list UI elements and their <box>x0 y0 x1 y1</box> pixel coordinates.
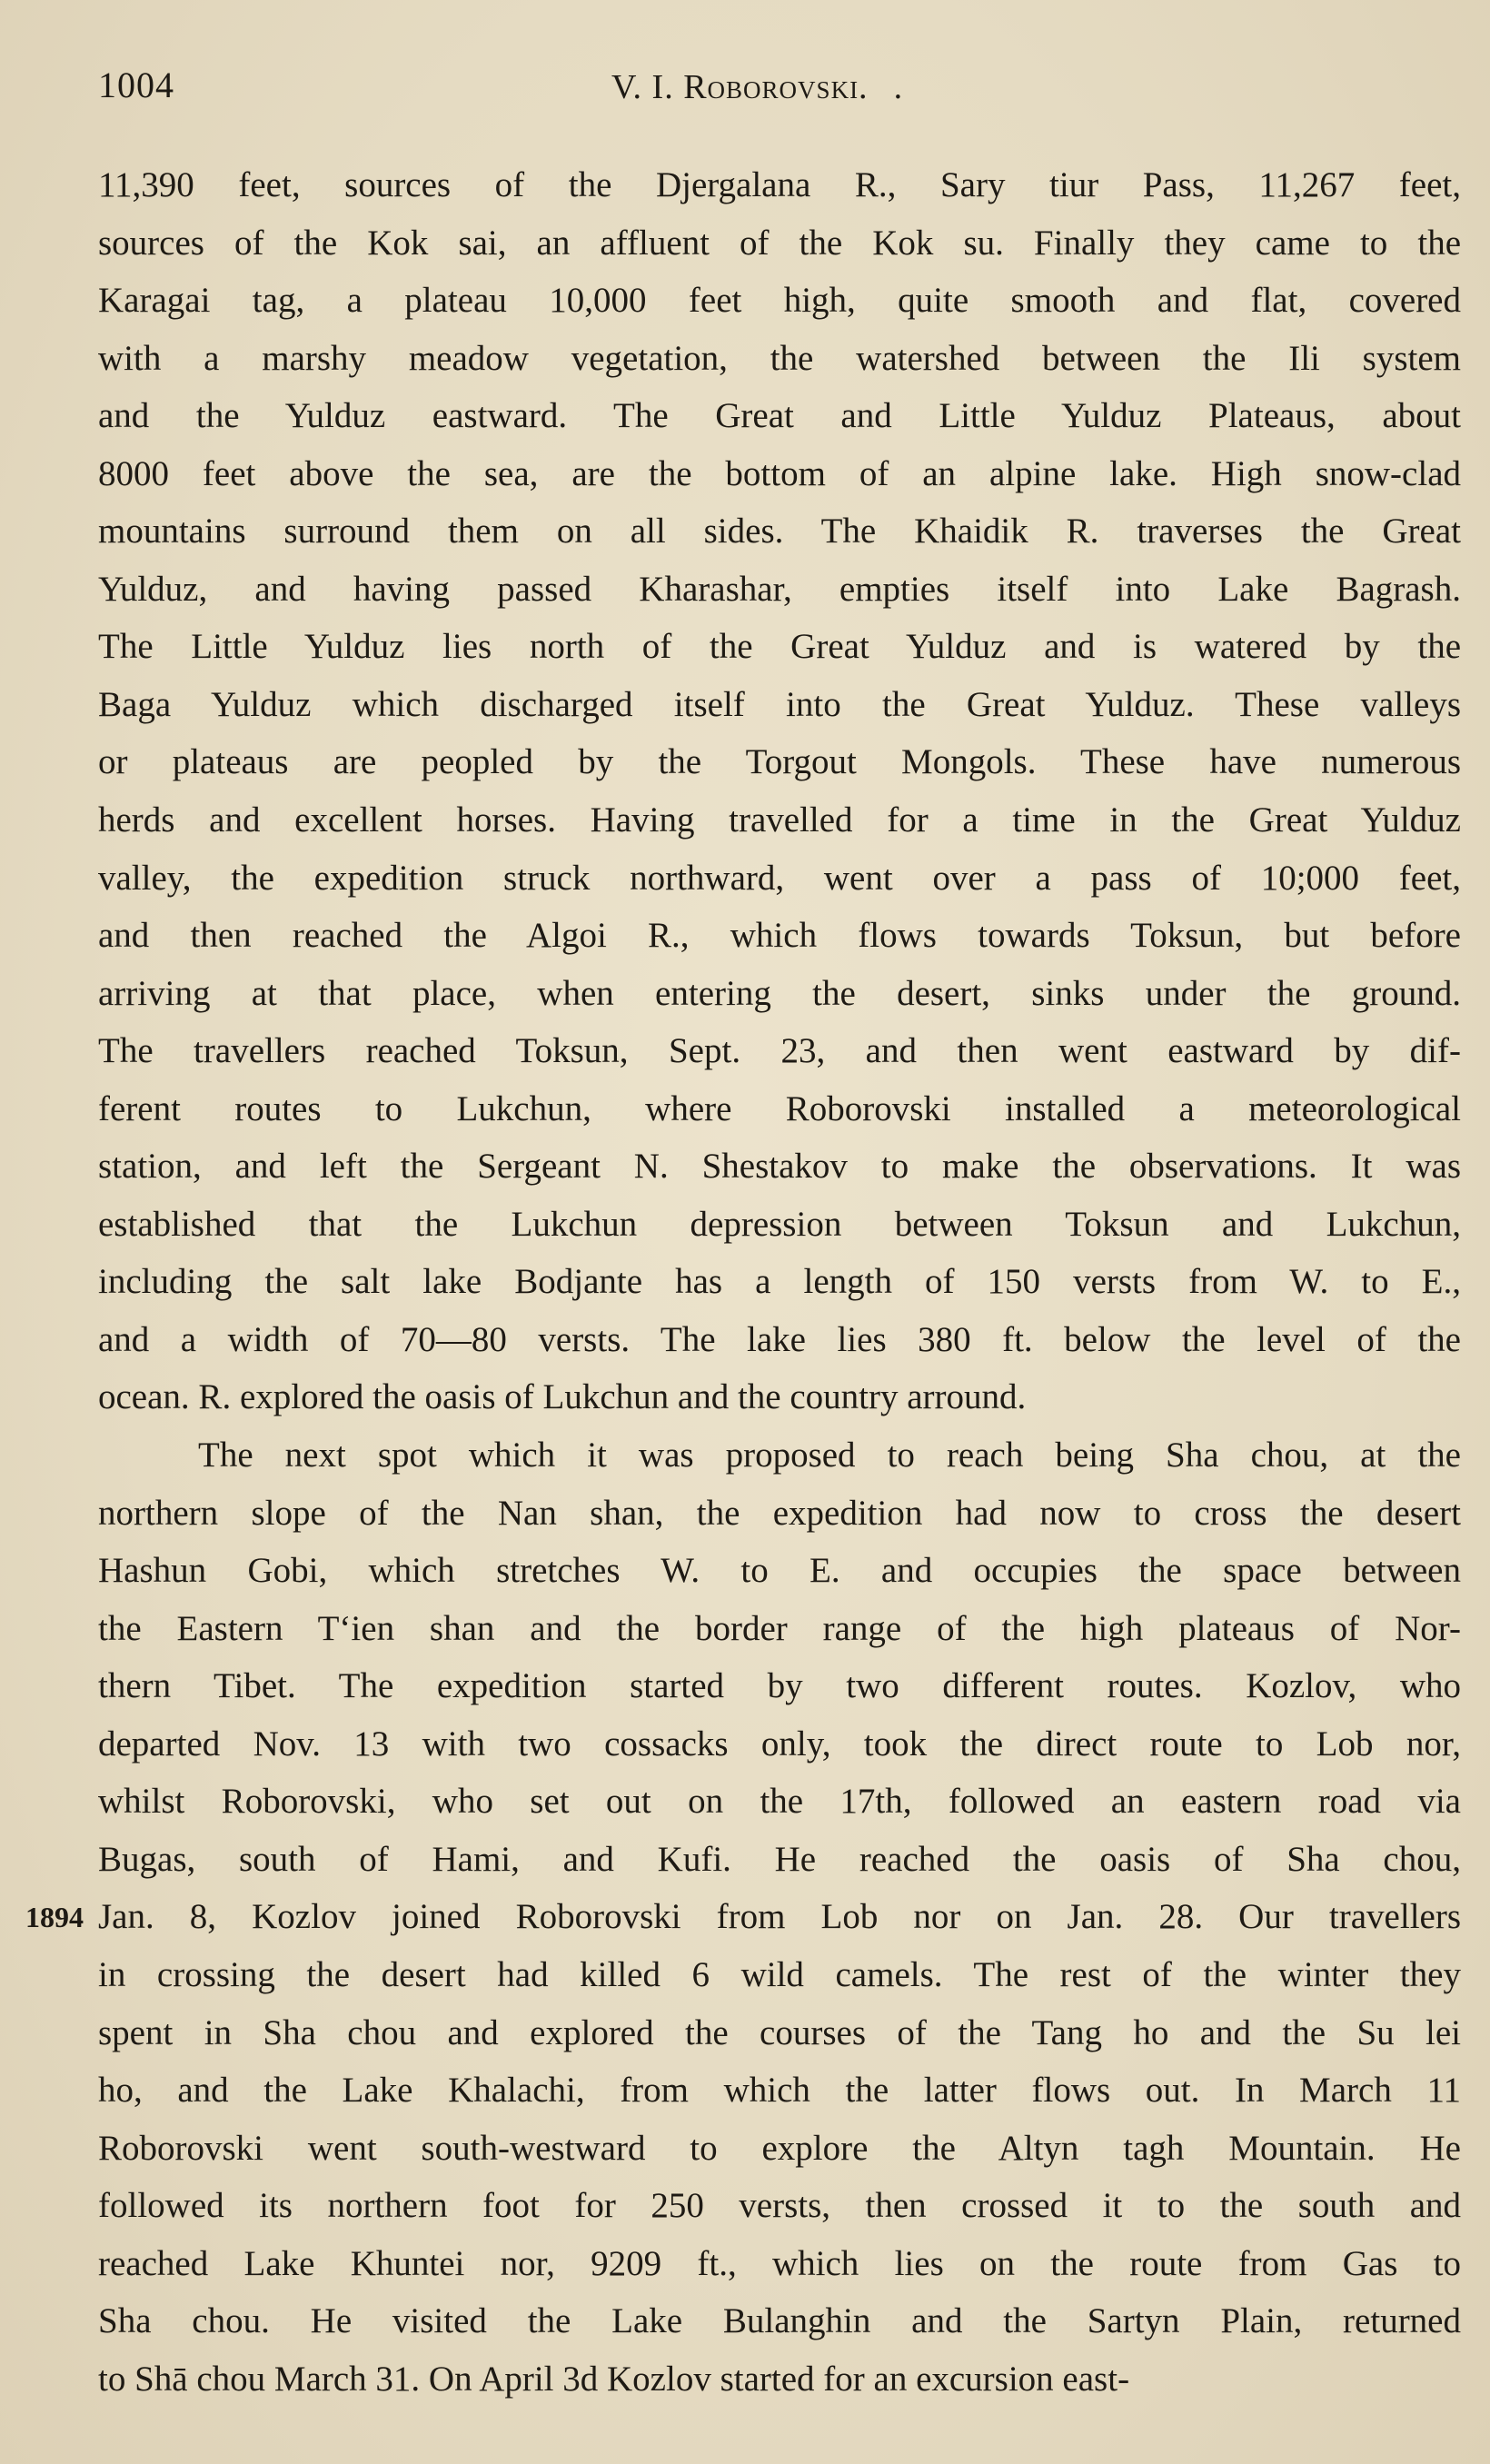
running-head <box>611 67 903 107</box>
running-head-mark: . <box>893 68 904 106</box>
text-line: and a width of 70—80 versts. The lake lies 380 ft. below the level of the <box>98 1319 1461 1359</box>
margin-year-note: 1894 <box>25 1900 84 1933</box>
text-line: in crossing the desert had killed 6 wild camels. The rest of the winter they <box>98 1954 1461 1994</box>
running-head-title: V. I. Roborovski. <box>611 68 869 106</box>
text-line: including the salt lake Bodjante has a length of 150 versts from W. to E., <box>98 1262 1461 1302</box>
text-line: thern Tibet. The expedition started by two different routes. Kozlov, who <box>98 1666 1461 1706</box>
text-line: followed its northern foot for 250 versts, then crossed it to the south and <box>98 2186 1461 2226</box>
text-line: mountains surround them on all sides. The Khaidik R. traverses the Great <box>98 512 1461 551</box>
body-text <box>98 156 1461 2408</box>
text-line: established that the Lukchun depression between Toksun and Lukchun, <box>98 1204 1461 1244</box>
text-line: Sha chou. He visited the Lake Bulanghin and the Sartyn Plain, returned <box>98 2301 1461 2341</box>
text-line: herds and excellent horses. Having travelled for a time in the Great Yulduz <box>98 800 1461 840</box>
text-line: Bugas, south of Hami, and Kufi. He reached the oasis of Sha chou, <box>98 1839 1461 1879</box>
text-line: Yulduz, and having passed Kharashar, empties itself into Lake Bagrash. <box>98 569 1461 609</box>
text-line: The travellers reached Toksun, Sept. 23, and then went eastward by dif- <box>98 1031 1461 1071</box>
text-line: The next spot which it was proposed to reach being Sha chou, at the <box>198 1436 1461 1475</box>
text-line: valley, the expedition struck northward, went over a pass of 10;000 feet, <box>98 858 1461 898</box>
page-header <box>98 56 1461 120</box>
text-line: reached Lake Khuntei nor, 9209 ft., which lies on the route from Gas to <box>98 2243 1461 2283</box>
text-line: whilst Roborovski, who set out on the 17th, followed an eastern road via <box>98 1782 1461 1822</box>
text-line: sources of the Kok sai, an affluent of the Kok su. Finally they came to the <box>98 223 1461 263</box>
text-line: Roborovski went south-westward to explore the Altyn tagh Mountain. He <box>98 2128 1461 2168</box>
text-line: ferent routes to Lukchun, where Roborovski installed a meteorological <box>98 1088 1461 1128</box>
text-line: spent in Sha chou and explored the courses of the Tang ho and the Su lei <box>98 2012 1461 2052</box>
paragraph <box>98 156 1461 1426</box>
text-line: Karagai tag, a plateau 10,000 feet high, quite smooth and flat, covered <box>98 281 1461 321</box>
text-line: or plateaus are peopled by the Torgout Mongols. These have numerous <box>98 742 1461 782</box>
text-line: and the Yulduz eastward. The Great and Little Yulduz Plateaus, about <box>98 396 1461 436</box>
text-line: arriving at that place, when entering the desert, sinks under the ground. <box>98 973 1461 1013</box>
text-line: with a marshy meadow vegetation, the watershed between the Ili system <box>98 338 1461 378</box>
text-line: Jan. 8, Kozlov joined Roborovski from Lob nor on Jan. 28. Our travellers <box>98 1897 1461 1937</box>
paragraph <box>98 1426 1461 2408</box>
text-line: 8000 feet above the sea, are the bottom of an alpine lake. High snow-clad <box>98 453 1461 493</box>
text-line: to Shā chou March 31. On April 3d Kozlov started for an excursion east- <box>98 2359 1130 2399</box>
text-line: ocean. R. explored the oasis of Lukchun and the country arround. <box>98 1377 1027 1417</box>
text-line: the Eastern Tʻien shan and the border range of the high plateaus of Nor- <box>98 1608 1461 1648</box>
text-line: 11,390 feet, sources of the Djergalana R., Sary tiur Pass, 11,267 feet, <box>98 165 1461 204</box>
text-line: and then reached the Algoi R., which flows towards Toksun, but before <box>98 916 1461 956</box>
text-line: Baga Yulduz which discharged itself into the Great Yulduz. These valleys <box>98 684 1461 724</box>
text-line: station, and left the Sergeant N. Shestakov to make the observations. It was <box>98 1147 1461 1187</box>
text-line: The Little Yulduz lies north of the Great Yulduz and is watered by the <box>98 627 1461 667</box>
page-number: 1004 <box>98 65 174 105</box>
text-line: northern slope of the Nan shan, the expedition had now to cross the desert <box>98 1493 1461 1533</box>
text-line: ho, and the Lake Khalachi, from which the latter flows out. In March 11 <box>98 2071 1461 2111</box>
text-line: Hashun Gobi, which stretches W. to E. and occupies the space between <box>98 1551 1461 1591</box>
text-line: departed Nov. 13 with two cossacks only, took the direct route to Lob nor, <box>98 1724 1461 1764</box>
